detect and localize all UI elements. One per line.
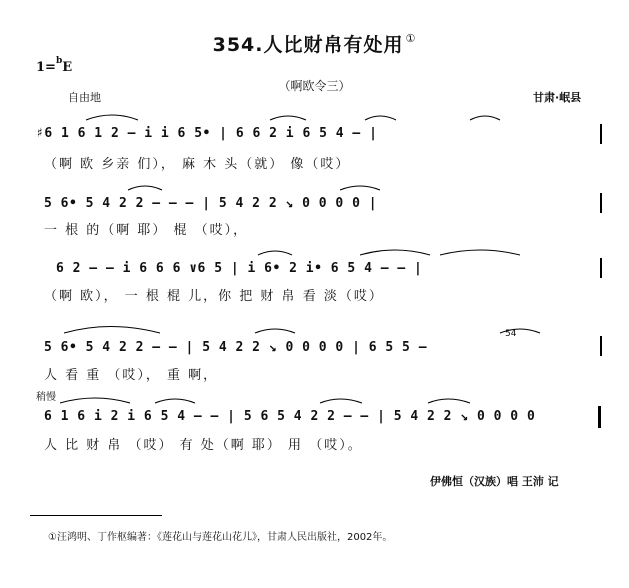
score-line-3-lyrics: （啊 欧）， 一 根 棍 儿，你 把 财 帛 看 淡（哎） <box>44 289 384 304</box>
key-letter: E <box>62 60 73 75</box>
bar-line <box>600 336 602 356</box>
score-line-2-lyrics: 一 根 的（啊 耶） 棍 （哎）， <box>44 223 249 238</box>
score-line-4-notes: 5 6• 5 4 2 2 — — | 5 4 2 2 ↘ 0 0 0 0 | 6 5 5 — <box>44 340 428 355</box>
song-subtitle: （啊欧令三） <box>278 79 351 93</box>
score-line-1-notes: ♯6 1 6 1 2 — i i 6 5• | 6 6 2 i 6 5 4 — | <box>36 126 378 141</box>
score-line-4-lyrics: 人 看 重 （哎）， 重 啊， <box>44 368 219 383</box>
region-label: 甘肃·岷县 <box>533 91 582 104</box>
bar-line <box>600 258 602 278</box>
key-flat-sign: b <box>55 56 63 66</box>
key-prefix: 1= <box>36 60 56 75</box>
tempo-change-marking: 稍慢 <box>36 392 56 403</box>
key-signature <box>36 56 73 75</box>
final-bar-line <box>598 406 601 428</box>
bar-line <box>600 193 602 213</box>
tempo-marking: 自由地 <box>68 91 101 104</box>
bar-line <box>600 124 602 144</box>
score-line-5-lyrics: 人 比 财 帛 （哎） 有 处（啊 耶） 用 （哎）。 <box>44 438 363 453</box>
footnote-marker: ① <box>405 32 417 45</box>
score-line-3-notes: 6 2 — — i 6 6 6 ∨6 5 | i 6• 2 i• 6 5 4 — — | <box>56 261 423 276</box>
score-line-5-notes: 6 1 6 i 2 i 6 5 4 — — | 5 6 5 4 2 2 — — | 5 4 2 2 ↘ 0 0 0 0 <box>44 409 536 424</box>
performer-credits: 伊佛恒（汉族）唱 王沛 记 <box>430 475 559 488</box>
footnote-text: ①汪鸿明、丁作枢编著：《莲花山与莲花山花儿》，甘肃人民出版社，2002年。 <box>48 532 393 543</box>
footnote-divider <box>30 515 162 516</box>
song-title-text: 354.人比财帛有处用 <box>212 34 404 56</box>
grace-note: 54 <box>505 329 517 339</box>
score-line-2-notes: 5 6• 5 4 2 2 — — — | 5 4 2 2 ↘ 0 0 0 0 | <box>44 196 378 211</box>
score-line-1-lyrics: （啊 欧 乡亲 们）， 麻 木 头（就） 像（哎） <box>44 157 351 172</box>
song-title <box>0 30 629 57</box>
